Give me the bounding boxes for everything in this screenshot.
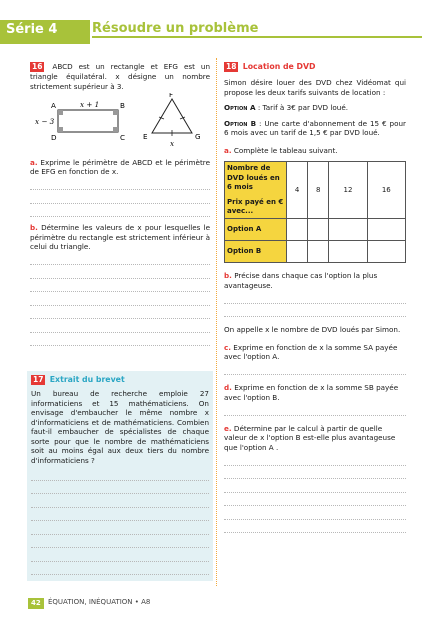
exercise-16-intro: ABCD est un rectangle et EFG est un triangle équilatéral. x désigne un nombre strictement supérieur à 3. xyxy=(30,62,210,91)
answer-lines-18e xyxy=(224,452,406,533)
answer-line[interactable] xyxy=(30,204,210,218)
vertex-a: A xyxy=(51,101,56,110)
answer-line[interactable] xyxy=(30,306,210,320)
answer-lines-18b xyxy=(224,290,406,317)
answer-cell[interactable] xyxy=(308,241,329,263)
page-number: 42 xyxy=(28,598,44,609)
length-bottom-label: x xyxy=(170,139,175,148)
table-header-cell xyxy=(225,162,287,219)
option-b-text: : Une carte d'abonnement de 15 € pour 6 mois avec un tarif de 1,5 € par DVD loué. xyxy=(224,118,406,138)
answer-line[interactable] xyxy=(224,520,406,534)
exercise-17 xyxy=(27,371,213,581)
answer-line[interactable] xyxy=(30,190,210,204)
answer-line[interactable] xyxy=(224,493,406,507)
answer-line[interactable] xyxy=(224,452,406,466)
option-b-label: Option B xyxy=(224,118,257,128)
answer-line[interactable] xyxy=(30,319,210,333)
vertex-b: B xyxy=(120,101,125,110)
answer-line[interactable] xyxy=(30,252,210,266)
geometry-figure xyxy=(30,93,210,151)
option-a-label: Option A xyxy=(224,103,256,113)
exercise-number-badge: 18 xyxy=(226,62,237,71)
chapter-footer: ÉQUATION, INÉQUATION • A8 xyxy=(48,598,151,606)
question-letter: b. xyxy=(224,271,232,281)
answer-line[interactable] xyxy=(224,304,406,318)
answer-cell[interactable] xyxy=(287,241,308,263)
answer-line[interactable] xyxy=(224,290,406,304)
exercise-number-badge: 17 xyxy=(33,375,44,384)
answer-line[interactable] xyxy=(224,479,406,493)
answer-cell[interactable] xyxy=(367,219,405,241)
answer-cell[interactable] xyxy=(329,241,367,263)
answer-lines-16a xyxy=(30,177,210,218)
answer-line[interactable] xyxy=(31,467,209,481)
exercise-18-note: On appelle x le nombre de DVD loués par Simon. xyxy=(224,325,401,335)
dvd-count-cell: 4 xyxy=(287,162,308,219)
dvd-count-cell: 8 xyxy=(308,162,329,219)
question-18a: Complète le tableau suivant. xyxy=(233,145,338,155)
exercise-17-title: Extrait du brevet xyxy=(49,375,125,384)
question-16b: Détermine les valeurs de x pour lesquelles le périmètre du rectangle est strictement inférieur à celui du triangle. xyxy=(30,223,210,251)
dvd-count-cell: 12 xyxy=(329,162,367,219)
answer-line[interactable] xyxy=(30,265,210,279)
title-rule xyxy=(92,36,422,38)
exercise-18-intro: Simon désire louer des DVD chez Vidéomat qui propose les deux tarifs suivants de location : xyxy=(224,78,406,97)
answer-cell[interactable] xyxy=(287,219,308,241)
table-header-label: Nombre de DVD loués en 6 mois xyxy=(227,164,280,191)
answer-lines-17 xyxy=(31,467,209,575)
exercise-16 xyxy=(30,62,210,346)
question-16a: Exprime le périmètre de ABCD et le périmètre de EFG en fonction de x. xyxy=(30,157,210,176)
question-letter: e. xyxy=(224,423,232,433)
answer-line[interactable] xyxy=(31,548,209,562)
question-18d: Exprime en fonction de x la somme SB payée avec l'option B. xyxy=(224,383,399,402)
answer-lines-18c xyxy=(224,362,406,376)
vertex-e: E xyxy=(143,132,148,141)
question-letter: c. xyxy=(224,342,231,352)
question-18b: Précise dans chaque cas l'option la plus avantageuse. xyxy=(224,271,378,290)
length-top-label: x + 1 xyxy=(80,100,100,109)
question-18c: Exprime en fonction de x la somme SA payée avec l'option A. xyxy=(224,342,398,362)
series-label: Série 4 xyxy=(6,22,58,37)
answer-line[interactable] xyxy=(30,177,210,191)
answer-line[interactable] xyxy=(31,521,209,535)
answer-line[interactable] xyxy=(31,481,209,495)
answer-line[interactable] xyxy=(224,466,406,480)
question-letter: b. xyxy=(30,223,38,232)
table-price-label: Prix payé en € avec... xyxy=(227,197,284,216)
answer-line[interactable] xyxy=(30,279,210,293)
vertex-d: D xyxy=(51,133,57,142)
option-a-text: : Tarif à 3€ par DVD loué. xyxy=(255,103,349,113)
question-letter: a. xyxy=(224,145,232,155)
dvd-table xyxy=(224,161,406,263)
exercise-18-title: Location de DVD xyxy=(242,62,316,71)
answer-cell[interactable] xyxy=(367,241,405,263)
answer-line[interactable] xyxy=(224,402,406,416)
page-title: Résoudre un problème xyxy=(92,21,259,36)
answer-line[interactable] xyxy=(224,506,406,520)
dvd-count-cell: 16 xyxy=(367,162,405,219)
answer-line[interactable] xyxy=(31,508,209,522)
answer-line[interactable] xyxy=(31,494,209,508)
answer-line[interactable] xyxy=(30,292,210,306)
exercise-18 xyxy=(224,62,406,533)
question-18e: Détermine par le calcul à partir de quelle valeur de x l'option B est-elle plus avantageuse que l'option A . xyxy=(224,423,396,452)
vertex-f: F xyxy=(169,93,174,99)
answer-cell[interactable] xyxy=(308,219,329,241)
answer-lines-16b xyxy=(30,252,210,347)
length-left-label: x − 3 xyxy=(35,117,55,126)
column-divider xyxy=(216,58,217,586)
answer-line[interactable] xyxy=(31,562,209,576)
row-label-option-a: Option A xyxy=(225,219,287,241)
question-letter: d. xyxy=(224,383,232,393)
question-letter: a. xyxy=(30,157,38,167)
exercise-17-text: Un bureau de recherche emploie 27 informaticiens et 15 mathématiciens. On envisage d'embaucher le même nombre x d'informaticiens et de mathématiciens. Combien faut-il embaucher de spécialistes de chaque sorte pour que le nombre de mathématiciens soit au moins égal aux deux tiers du nombre d'informaticiens ? xyxy=(31,389,209,465)
answer-line[interactable] xyxy=(30,333,210,347)
answer-lines-18d xyxy=(224,402,406,416)
vertex-c: C xyxy=(120,133,126,142)
answer-line[interactable] xyxy=(31,535,209,549)
answer-cell[interactable] xyxy=(329,219,367,241)
exercise-number-badge: 16 xyxy=(32,62,43,71)
vertex-g: G xyxy=(195,132,201,141)
answer-line[interactable] xyxy=(224,362,406,376)
row-label-option-b: Option B xyxy=(225,241,287,263)
